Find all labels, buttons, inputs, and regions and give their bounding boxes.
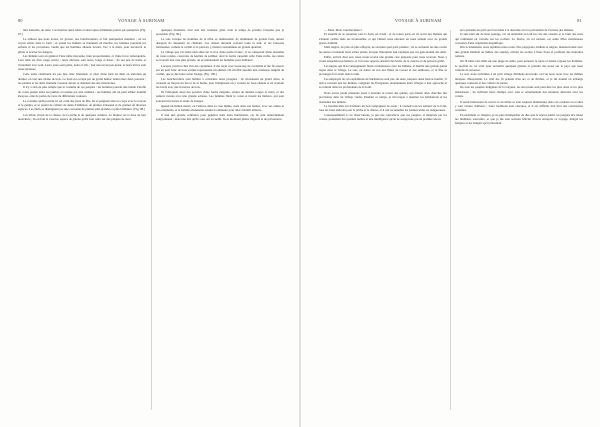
paragraph: Conséquemment à ces observations, je pus me convaincre que ces peuples, si méprisés par les colons, possèdent des qualités réelles et une intelligence qu'on ne soupçonne pas au premier abord. xyxy=(319,112,447,121)
right-column-2 xyxy=(455,28,583,416)
left-column-2 xyxy=(156,28,284,416)
paragraph: Le village que j'ai visité était situé sur la rive d'une petite rivière ; il se composait d'une douzaine de cases rondes, couvertes de feuilles de palmier, dont la forme rappelait celle d'une ruche. Au centre se trouvait une case plus grande, où se réunissaient les hommes pour délibérer. xyxy=(156,49,284,63)
paragraph: Dès le lendemain, nous reprîmes notre route. Nos pagayeurs, Indiens et nègres, manœuvraient avec une grande habileté au milieu des rapides, évitant les roches à fleur d'eau et profitant des moindres remous. xyxy=(455,45,583,59)
right-column-1 xyxy=(319,28,447,416)
paragraph: Il n'y a rien de plus simple que le costume de ces peuples : les hommes portent une bande d'étoffe de coton passée entre les jambes et retenue par une ceinture ; les femmes ont un petit tablier nommé kweyou, orné de perles de verre de différentes couleurs. xyxy=(18,85,146,99)
paragraph: Je suis bien sûr de mon passage, car on entendait au loin les cris des oiseaux et le bruit des eaux qui tombaient en cascade sur les rochers. Le fleuve, en cet endroit, est semé d'îles nombreuses couvertes d'une végétation magnifique. xyxy=(455,32,583,46)
right-column-divider xyxy=(450,30,451,410)
paragraph: Nous avons perdu plusieurs jours à attendre le retour des guides, qui étaient allés chercher des provisions dans un village voisin. Pendant ce temps, je m'occupai à dessiner les habitations et les ustensiles des Indiens. xyxy=(319,90,447,104)
paragraph: Ces tribus vivent de la chasse, de la pêche et de quelques cultures. Le manioc est la base de leur nourriture ; ils en font la cassave, espèce de galette qu'ils font cuire sur des plaques de terre. xyxy=(18,112,146,121)
paragraph: — Mais, Mais, bonchevaliers ! xyxy=(324,28,363,32)
paragraph: lacs présente un qu'il sera favorable à la descente où à la prévention de l'arrivée des Indiens. xyxy=(460,28,574,32)
paragraph: Les Indiens sont en général d'une taille moyenne, bien proportionnés, et d'une force remarquable. Leur teint est d'un rouge cuivré ; leurs cheveux sont noirs, longs et lisses ; ils ont peu de barbe et l'arrachent avec soin. Leurs yeux sont petits, noirs et vifs ; leur nez est un peu épaté, et leurs lèvres sont assez épaisses. xyxy=(18,54,146,72)
right-running-title: VOYAGE À SURINAM xyxy=(395,18,442,23)
left-page-number: 80 xyxy=(18,18,23,23)
paragraph: Ils fabriquent aussi des poteries d'une forme élégante, ornées de dessins rouges et noirs, et des paniers tressés avec une grande adresse. Les femmes filent le coton et tissent les hamacs, qui sont souvent très beaux et ornés de franges. xyxy=(156,89,284,103)
left-column-1 xyxy=(18,28,146,416)
paragraph: Les bonchevaliers sont habiles à construire leurs pirogues : ils choisissent un grand arbre, le creusent au moyen du feu et de la hache, puis l'élargissent en y versant de l'eau chaude et en écartant les bords avec des traverses de bois. xyxy=(156,76,284,90)
left-page xyxy=(0,0,299,427)
paragraph: Les nègres qui m'accompagnaient firent connaissance avec les Indiens, et bientôt une grande gaieté régna dans le village. Le soir, on dansa au son des flûtes de roseau et des tambours, et la fête se prolongea fort avant dans la nuit. xyxy=(319,63,447,77)
paragraph: Il serait intéressant de savoir si ces tribus se sont toujours maintenues dans ces contrées ou si elles y sont venues d'ailleurs ; leurs traditions sont obscures, et il est difficile d'en tirer des conclusions certaines. xyxy=(455,99,583,113)
paragraph: Mais nègres, de plus en plus effrayés, ne savaient quel parti prendre ; ils se serraient les uns contre les autres et tenaient leurs armes prêtes, lorsque l'interprète leur expliqua que ces gens étaient des amis. xyxy=(319,45,447,54)
right-page-number: 81 xyxy=(577,18,582,23)
paragraph: mes naturelle, de teste, à se montrer aussi telles et aussi aptes d'éléments portés par quelqu'un. (Fig. 97.) xyxy=(18,28,146,37)
paragraph: Il faut une grande confiance pour pénétrer dans leurs habitations, car ils sont naturellement soupçonneux ; mais une fois qu'ils vous ont accueilli, ils se montrent pleins d'égards et de prévenance. xyxy=(156,112,284,121)
paragraph: Lorsque j'arrivai chez l'un des capitaines, il me reçut avec beaucoup de cordialité et me fit asseoir sur un petit banc de bois sculpté représentant un animal. On m'offrit aussitôt une calebasse remplie de cachiri, que je dus boire selon l'usage. (Fig. 100.) xyxy=(156,63,284,77)
paragraph: Le costume qu'ils portent ici est celui des jours de fête. Ils se peignent alors le corps avec le roucou et le genipa, et se parent de colliers de dents d'animaux, de plumes d'oiseaux et de graines de diverses espèces. Les chefs se distinguent par une couronne de plumes plus grandes et plus brillantes. (Fig. 98.) xyxy=(18,98,146,112)
paragraph: Enfin, arrivés chez eux, nous avons trouvé une grande case préparée pour nous recevoir. Nous y avons suspendu nos hamacs, et l'on nous apporta aussitôt des fruits, de la cassave et du poisson grillé. xyxy=(319,55,447,64)
paragraph: Quand un Indien meurt, on l'enterre dans sa case même, assis dans son hamac, avec ses armes et ses ornements, et la famille abandonne ensuite la demeure pour aller s'établir ailleurs. xyxy=(156,103,284,113)
paragraph: Et aussitôt de se retourner vers la forêt, en criant : et de toutes parts on vit sortir des Indiens qui s'étaient cachés dans les broussailles, et qui vinrent nous entourer en nous saluant avec de grands gestes d'amitié. xyxy=(319,32,447,46)
paragraph: Cette autre cérémonie n'a pas lieu chez l'intérieur, et chez d'une bien tel désir en entretien un dernier, on voit une chaise de bois. Le fond est occupé par un grand hamac tendu entre deux poteaux ; les parents et les amis viennent s'asseoir autour et chantent des airs monotones. xyxy=(18,72,146,86)
paragraph: Le soir, lorsque les hommes de la tribu se réunissaient, ils allumaient de grands feux, autour desquels ils dansaient en chantant. Ces danses duraient souvent toute la nuit, et les boissons fermentées, comme le cachiri et le paiwari, y étaient consommées en grande quantité. xyxy=(156,36,284,50)
paragraph: On fit halte vers midi sur une plage de sable, pour préparer le repas et laisser reposer les hommes. Je profitai de cet arrêt pour recueillir quelques plantes et prendre des notes sur le pays que nous venions de traverser. xyxy=(455,59,583,73)
paragraph: Le tableau que nous avons, ici gravée, des bonchevaliers, et fait quelquefois mention ; on les voyait entrer dans la forêt ; et quand les Indiens se mettaient en marche, les femmes portaient les enfants et les provisions, tandis que les hommes allaient devant, l'arc à la main, pour découvrir le gibier et écarter les dangers. xyxy=(18,36,146,54)
paragraph: Le bonchevalier est d'ailleurs un bon compagnon de route : il connaît tous les sentiers de la forêt, tous les bons endroits pour la pêche et la chasse, et il sait reconnaître les plantes utiles ou dangereuses. xyxy=(319,103,447,113)
right-page xyxy=(301,0,600,427)
left-column-divider xyxy=(151,30,152,410)
paragraph: quelques moments, avec une très curieuse, grise avait le temps de prendre l'exquise que je possédais. (Fig. 99.) xyxy=(156,28,284,37)
paragraph: Le soir, nous arrivâmes à un petit village d'Indiens Arrowaks, où l'on nous reçut avec les mêmes marques d'hospitalité. Le chef me fit présent d'un arc et de flèches, et je lui donnai en échange quelques couteaux et des colliers de perles. xyxy=(455,72,583,86)
paragraph: De tous les peuples indigènes de la Guyane, les Arrowaks sont peut-être les plus doux et les plus industrieux ; ils cultivent leurs champs avec soin et entretiennent des relations amicales avec les colons. xyxy=(455,85,583,99)
left-running-title: VOYAGE À SURINAM xyxy=(118,18,165,23)
paragraph: En terminant ce chapitre, je ne puis m'empêcher de dire que le séjour parmi ces peuples m'a laissé les meilleurs souvenirs, et que je me suis souvent félicité d'avoir entrepris ce voyage, malgré les fatigues et les dangers qu'il présentait. xyxy=(455,112,583,126)
paragraph: Les employés de ces expéditions du Surinam ne sont pas, du reste, toujours aussi bien accueillis ; il arrive souvent que les Indiens, craignant les Européens, abandonnent leurs villages à leur approche et se retirent dans les profondeurs de la forêt. xyxy=(319,76,447,90)
